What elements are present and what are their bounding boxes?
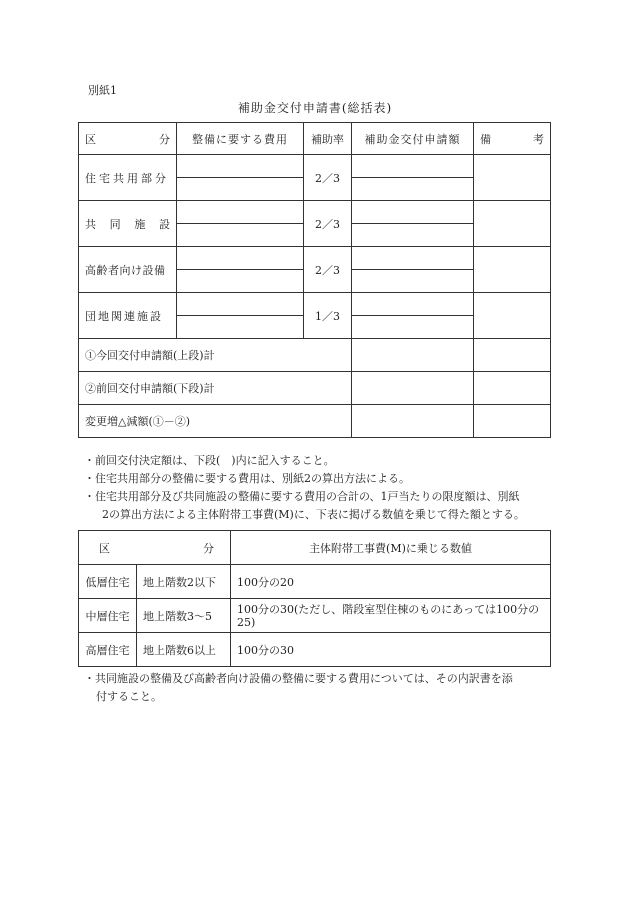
header-category-right: 分 (159, 132, 170, 146)
coefficient-header-row (79, 531, 551, 565)
header-remarks-right: 考 (533, 132, 544, 146)
note-line: ・住宅共用部分及び共同施設の整備に要する費用の合計の、1戸当たりの限度額は、別紙 (84, 490, 520, 503)
amount-upper (352, 247, 474, 270)
notes-top (84, 452, 554, 524)
amount-lower (352, 270, 474, 293)
amount-upper (352, 155, 474, 178)
coefficient-table (78, 530, 551, 667)
total-remarks (474, 405, 551, 438)
total-row (79, 372, 551, 405)
total-label: ②前回交付申請額(下段)計 (79, 372, 352, 405)
document-label: 別紙1 (88, 84, 117, 97)
summary-row (79, 247, 551, 270)
category-char: 共 (85, 217, 96, 231)
amount-lower (352, 178, 474, 201)
coefficient-header-category (79, 531, 231, 565)
total-remarks (474, 339, 551, 372)
total-row (79, 339, 551, 372)
total-amount (352, 339, 474, 372)
total-remarks (474, 372, 551, 405)
header-amount: 補助金交付申請額 (352, 123, 474, 155)
header-rate: 補助率 (304, 123, 352, 155)
note-line: ・住宅共用部分の整備に要する費用は、別紙2の算出方法による。 (84, 472, 410, 485)
cost-lower (177, 270, 304, 293)
header-remarks (474, 123, 551, 155)
rate-cell: 1／3 (304, 293, 352, 339)
floor-count: 地上階数3～5 (137, 599, 231, 633)
summary-row (79, 293, 551, 316)
category-cell: 住宅共用部分 (79, 155, 177, 201)
amount-lower (352, 224, 474, 247)
amount-lower (352, 316, 474, 339)
coefficient-row (79, 599, 551, 633)
header-category (79, 123, 177, 155)
amount-upper (352, 201, 474, 224)
category-char: 施 (134, 217, 146, 231)
cost-lower (177, 224, 304, 247)
total-amount (352, 372, 474, 405)
coefficient-row (79, 633, 551, 667)
cost-lower (177, 316, 304, 339)
total-amount (352, 405, 474, 438)
category-cell (79, 201, 177, 247)
category-cell: 団地関連施設 (79, 293, 177, 339)
coefficient-value: 100分の30 (231, 633, 551, 667)
header-cost: 整備に要する費用 (177, 123, 304, 155)
total-row (79, 405, 551, 438)
rate-cell: 2／3 (304, 155, 352, 201)
notes-bottom (84, 670, 554, 706)
cost-upper (177, 293, 304, 316)
summary-table (78, 122, 551, 438)
note-line: ・共同施設の整備及び高齢者向け設備の整備に要する費用については、その内訳書を添 (84, 672, 513, 685)
summary-row (79, 201, 551, 224)
remarks-cell (474, 201, 551, 247)
summary-header-row (79, 123, 551, 155)
header-category-left: 区 (85, 132, 96, 146)
coefficient-value: 100分の30(ただし、階段室型住棟のものにあっては100分の25) (231, 599, 551, 633)
category-char: 同 (109, 217, 121, 231)
coef-header-right: 分 (203, 541, 214, 555)
coefficient-row (79, 565, 551, 599)
remarks-cell (474, 155, 551, 201)
category-char: 設 (158, 217, 170, 231)
cost-lower (177, 178, 304, 201)
building-type: 中層住宅 (79, 599, 137, 633)
coef-header-left: 区 (99, 541, 110, 555)
note-line: 2の算出方法による主体附帯工事費(M)に、下表に掲げる数値を乗じて得た額とする。 (102, 508, 525, 521)
coefficient-header-value: 主体附帯工事費(M)に乗じる数値 (231, 531, 551, 565)
amount-upper (352, 293, 474, 316)
remarks-cell (474, 293, 551, 339)
remarks-cell (474, 247, 551, 293)
document-title: 補助金交付申請書(総括表) (237, 101, 393, 115)
cost-upper (177, 201, 304, 224)
summary-row (79, 155, 551, 178)
building-type: 高層住宅 (79, 633, 137, 667)
building-type: 低層住宅 (79, 565, 137, 599)
total-label: 変更増△減額(①－②) (79, 405, 352, 438)
header-remarks-left: 備 (480, 132, 491, 146)
floor-count: 地上階数2以下 (137, 565, 231, 599)
cost-upper (177, 247, 304, 270)
rate-cell: 2／3 (304, 201, 352, 247)
category-cell: 高齢者向け設備 (79, 247, 177, 293)
floor-count: 地上階数6以上 (137, 633, 231, 667)
note-line: ・前回交付決定額は、下段( )内に記入すること。 (84, 454, 335, 467)
cost-upper (177, 155, 304, 178)
note-line: 付すること。 (96, 690, 162, 703)
total-label: ①今回交付申請額(上段)計 (79, 339, 352, 372)
coefficient-value: 100分の20 (231, 565, 551, 599)
rate-cell: 2／3 (304, 247, 352, 293)
